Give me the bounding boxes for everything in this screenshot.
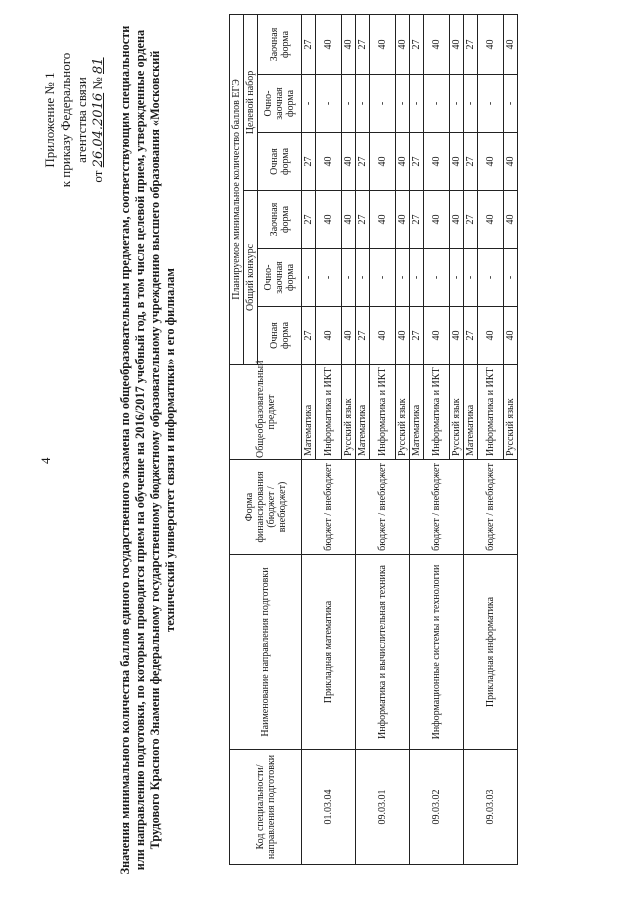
score-cell: 40: [504, 133, 518, 191]
code-cell: 09.03.03: [464, 750, 518, 865]
subject-cell: Информатика и ИКТ: [478, 365, 504, 460]
score-cell: 27: [356, 191, 370, 249]
annex-date-line: [90, 35, 107, 205]
score-cell: 27: [410, 191, 424, 249]
score-cell: -: [316, 75, 342, 133]
subject-cell: Русский язык: [342, 365, 356, 460]
score-cell: 40: [316, 14, 342, 74]
header-form: Заочная форма: [258, 191, 302, 249]
subject-cell: Информатика и ИКТ: [316, 365, 342, 460]
annex-block: [42, 35, 107, 205]
score-cell: 40: [342, 307, 356, 365]
score-cell: 40: [478, 191, 504, 249]
score-cell: 40: [424, 191, 450, 249]
score-cell: 27: [464, 14, 478, 74]
score-cell: -: [464, 249, 478, 307]
score-cell: 40: [504, 191, 518, 249]
header-form: Очная форма: [258, 307, 302, 365]
code-cell: 09.03.02: [410, 750, 464, 865]
annex-date: 26.04.2016: [91, 92, 106, 168]
score-cell: 27: [464, 133, 478, 191]
score-cell: 40: [450, 191, 464, 249]
header-code: Код специальности/ направления подготовки: [230, 750, 302, 865]
score-cell: 40: [370, 307, 396, 365]
subject-cell: Математика: [410, 365, 424, 460]
score-cell: -: [450, 75, 464, 133]
score-cell: 27: [356, 133, 370, 191]
score-cell: -: [464, 75, 478, 133]
score-cell: 40: [478, 14, 504, 74]
score-cell: 40: [424, 307, 450, 365]
header-target: Целевой набор: [244, 14, 258, 190]
subject-cell: Информатика и ИКТ: [370, 365, 396, 460]
score-cell: 40: [478, 133, 504, 191]
header-subject: Общеобразовательный предмет: [230, 365, 302, 460]
code-cell: 01.03.04: [302, 750, 356, 865]
score-cell: -: [356, 75, 370, 133]
score-cell: -: [396, 249, 410, 307]
annex-number: 81: [91, 57, 106, 74]
score-cell: 27: [410, 133, 424, 191]
score-cell: 27: [356, 14, 370, 74]
score-cell: 40: [504, 14, 518, 74]
name-cell: Информационные системы и технологии: [410, 555, 464, 750]
score-cell: 40: [396, 14, 410, 74]
score-cell: -: [504, 249, 518, 307]
subject-cell: Математика: [464, 365, 478, 460]
document-title: Значения минимального количества баллов единого государственного экзамена по общеобразовательным предметам, соответствующим специальности или направлению подготовки, по которым проводится прием на обучение на 2016/2017 учебный год, в том числе целевой прием, утвержденные ордена Трудового Красного Знамени федеральному государственному бюджетному образовательному учреждению высшего образования «Московский технический университет связи и информатики» и его филиалам: [118, 25, 177, 875]
score-cell: -: [370, 75, 396, 133]
scores-table: [229, 14, 518, 865]
funding-cell: бюджет / внебюджет: [302, 460, 356, 555]
score-cell: 27: [410, 307, 424, 365]
subject-cell: Математика: [356, 365, 370, 460]
score-cell: -: [396, 75, 410, 133]
annex-line-3: агентства связи: [74, 77, 89, 163]
score-cell: 40: [370, 14, 396, 74]
score-cell: 40: [424, 133, 450, 191]
annex-from-label: от: [90, 170, 105, 183]
annex-line-1: Приложение № 1: [42, 72, 57, 168]
score-cell: 40: [396, 191, 410, 249]
score-cell: -: [424, 249, 450, 307]
funding-cell: бюджет / внебюджет: [356, 460, 410, 555]
name-cell: Прикладная математика: [302, 555, 356, 750]
score-cell: 27: [302, 14, 316, 74]
page-number: 4: [38, 457, 53, 464]
subject-cell: Математика: [302, 365, 316, 460]
funding-cell: бюджет / внебюджет: [464, 460, 518, 555]
name-cell: Прикладная информатика: [464, 555, 518, 750]
score-cell: 40: [316, 191, 342, 249]
score-cell: 27: [464, 307, 478, 365]
score-cell: 27: [302, 307, 316, 365]
subject-cell: Русский язык: [504, 365, 518, 460]
header-form: Очно-заочная форма: [258, 75, 302, 133]
funding-cell: бюджет / внебюджет: [410, 460, 464, 555]
score-cell: -: [410, 75, 424, 133]
header-form: Очная форма: [258, 133, 302, 191]
table-row: [302, 14, 316, 864]
score-cell: 27: [410, 14, 424, 74]
subject-cell: Русский язык: [450, 365, 464, 460]
header-planned: Планируемое минимальное количество баллов ЕГЭ: [230, 14, 244, 364]
score-cell: 27: [302, 133, 316, 191]
score-cell: -: [356, 249, 370, 307]
subject-cell: Русский язык: [396, 365, 410, 460]
score-cell: -: [370, 249, 396, 307]
score-cell: 40: [424, 14, 450, 74]
score-cell: -: [316, 249, 342, 307]
score-cell: 40: [370, 191, 396, 249]
score-cell: 40: [342, 14, 356, 74]
annex-line-2: к приказу Федерального: [58, 52, 73, 188]
table-row: [410, 14, 424, 864]
header-form: Заочная форма: [258, 14, 302, 74]
score-cell: 40: [396, 307, 410, 365]
annex-number-label: №: [90, 77, 105, 90]
score-cell: 40: [450, 307, 464, 365]
score-cell: -: [450, 249, 464, 307]
header-general: Общий конкурс: [244, 191, 258, 365]
score-cell: 40: [342, 133, 356, 191]
score-cell: -: [504, 75, 518, 133]
table-row: [356, 14, 370, 864]
subject-cell: Информатика и ИКТ: [424, 365, 450, 460]
code-cell: 09.03.01: [356, 750, 410, 865]
score-cell: 27: [302, 191, 316, 249]
score-cell: -: [342, 75, 356, 133]
score-cell: 40: [504, 307, 518, 365]
score-cell: -: [424, 75, 450, 133]
score-cell: 40: [316, 133, 342, 191]
header-funding: Форма финансирования (бюджет / внебюджет): [230, 460, 302, 555]
table-row: [464, 14, 478, 864]
score-cell: 40: [450, 14, 464, 74]
score-cell: 40: [396, 133, 410, 191]
score-cell: -: [478, 75, 504, 133]
score-cell: 40: [316, 307, 342, 365]
header-name: Наименование направления подготовки: [230, 555, 302, 750]
score-cell: 40: [478, 307, 504, 365]
score-cell: -: [478, 249, 504, 307]
score-cell: 27: [464, 191, 478, 249]
score-cell: -: [302, 75, 316, 133]
score-cell: -: [342, 249, 356, 307]
score-cell: 27: [356, 307, 370, 365]
name-cell: Информатика и вычислительная техника: [356, 555, 410, 750]
score-cell: 40: [370, 133, 396, 191]
score-cell: 40: [342, 191, 356, 249]
score-cell: -: [410, 249, 424, 307]
score-cell: 40: [450, 133, 464, 191]
score-cell: -: [302, 249, 316, 307]
header-form: Очно-заочная форма: [258, 249, 302, 307]
